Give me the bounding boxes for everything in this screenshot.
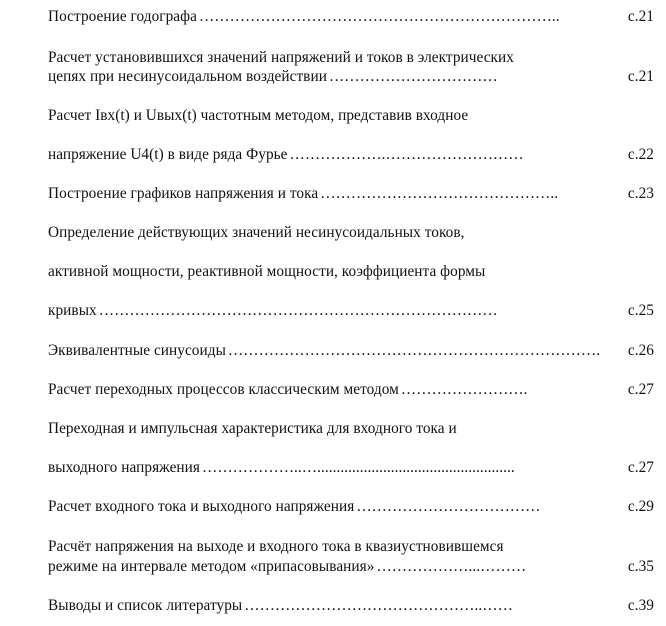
toc-entry-title: режиме на интервале методом «припасовывания» [48,558,375,575]
toc-page-number: с.22 [627,146,654,163]
toc-leader-dots: ……………………. [400,381,528,398]
toc-entry-line [48,558,654,576]
toc-entry-title: выходного напряжения [48,459,200,476]
toc-page-number: с.27 [627,459,654,476]
toc-page-number: с.29 [627,498,654,515]
toc-entry-title: Построение графиков напряжения и тока [48,185,319,202]
toc-entry-line [48,597,654,615]
toc-page-number: с.39 [627,597,654,614]
toc-entry-title: напряжение U4(t) в виде ряда Фурье [48,146,288,163]
toc-entry-line: Расчет Iвх(t) и Uвых(t) частотным методом, представив входное [48,107,469,124]
toc-page-number: с.26 [627,342,654,359]
toc-leader-dots: …………………………………………………………………… [98,302,498,319]
toc-page-number: с.21 [627,68,654,85]
toc-entry-line: Расчет установившихся значений напряжений и токов в электрических [48,49,514,66]
toc-entry-title: кривых [48,302,97,319]
toc-leader-dots: ………………...……… [376,558,527,575]
toc-entry-line [48,381,654,399]
toc-entry-title: Расчет входного тока и выходного напряжения [48,498,355,515]
toc-page-number: с.23 [627,185,654,202]
toc-entry-line [48,185,654,203]
toc-leader-dots: ……………….……………………… [289,146,524,163]
toc-leader-dots: …………………………………………………………….. [198,8,560,25]
toc-entry-title: Построение годографа [48,8,197,25]
toc-entry-line [48,8,654,26]
toc-entry-line [48,459,654,477]
toc-entry-line [48,302,654,320]
toc-leader-dots: ………………………………………..…… [244,597,513,614]
toc-entry-title: Эквивалентные синусоиды [48,342,226,359]
toc-page-number: с.27 [627,381,654,398]
toc-entry-line [48,342,654,360]
toc-entry-title: Расчет переходных процессов классическим методом [48,381,399,398]
toc-entry-line: активной мощности, реактивной мощности, коэффициента формы [48,263,486,280]
toc-page-number: с.21 [627,8,654,25]
toc-entry-line: Расчёт напряжения на выходе и входного тока в квазиустновившемся [48,538,504,555]
toc-entry-line: Переходная и импульсная характеристика для входного тока и [48,420,457,437]
toc-entry-line [48,146,654,164]
toc-leader-dots: ………………………………………………………………. [227,342,601,359]
toc-page-number: с.35 [627,558,654,575]
toc-page-number: с.25 [627,302,654,319]
toc-leader-dots: ………………..…................................................... [201,459,515,476]
toc-entry-title: Выводы и список литературы [48,597,243,614]
toc-leader-dots: ……………………………… [356,498,541,515]
toc-leader-dots: …………………………… [328,68,498,85]
toc-entry-line [48,68,654,86]
toc-entry-title: цепях при несинусоидальном воздействии [48,68,327,85]
toc-leader-dots: ……………………………………….. [320,185,559,202]
toc-entry-line [48,498,654,516]
toc-entry-line: Определение действующих значений несинусоидальных токов, [48,224,465,241]
